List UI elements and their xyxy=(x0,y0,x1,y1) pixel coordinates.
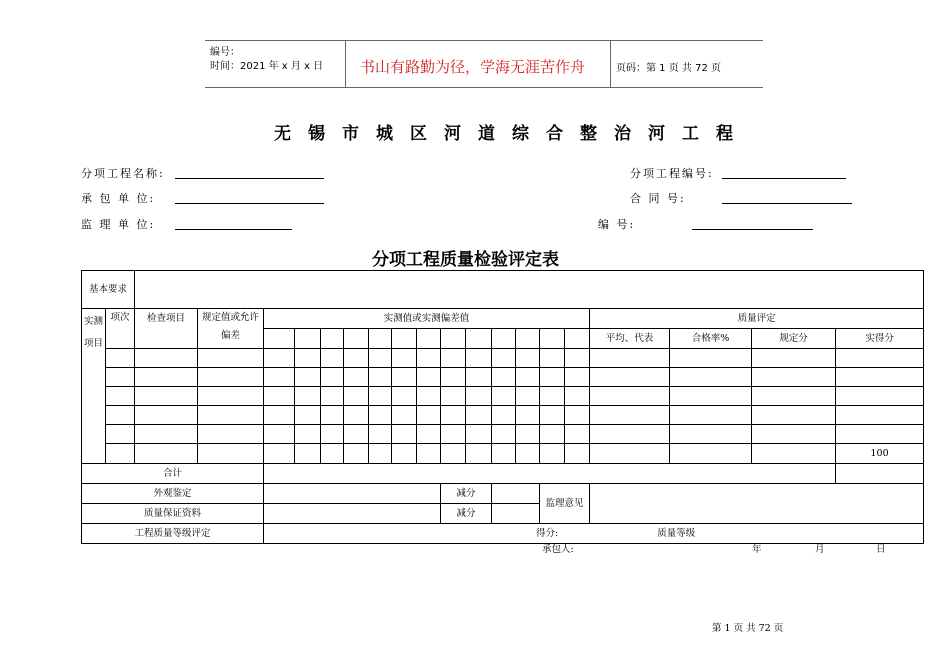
header-divider-left xyxy=(345,40,346,87)
footer-page-number: 第 1 页 共 72 页 xyxy=(712,623,784,634)
deduct1-value xyxy=(492,484,540,504)
measure-cell xyxy=(516,329,540,349)
grade-eval-content xyxy=(264,524,924,544)
measured-items-label: 实测项目 xyxy=(82,309,106,464)
row-basic-requirements xyxy=(82,271,924,309)
measure-cell xyxy=(344,329,369,349)
measure-cell xyxy=(321,329,344,349)
deduct2-value xyxy=(492,504,540,524)
score-label: 得分: xyxy=(536,528,559,539)
sign-year: 年 xyxy=(752,544,762,555)
field-sub-project-no-line xyxy=(722,178,846,179)
form-title: 分项工程质量检验评定表 xyxy=(372,250,559,270)
page-title: 无锡市城区河道综合整治河工程 xyxy=(274,124,750,144)
row-total xyxy=(82,464,924,484)
total-actual-score xyxy=(836,464,924,484)
header-number: 编号： xyxy=(210,47,240,58)
basic-req-content xyxy=(135,271,924,309)
spec-score-total: 100 xyxy=(836,444,924,464)
check-item-label: 检查项目 xyxy=(135,309,198,349)
basic-req-label: 基本要求 xyxy=(82,271,135,309)
table-row xyxy=(82,387,924,406)
field-code-line xyxy=(692,229,813,230)
quality-docs-label: 质量保证资料 xyxy=(82,504,264,524)
measure-cell xyxy=(392,329,417,349)
field-contractor-line xyxy=(175,203,324,204)
field-contract-no: 合 同 号: xyxy=(630,192,686,205)
deduct2-label: 减分 xyxy=(441,504,492,524)
quality-eval-label: 质量评定 xyxy=(590,309,924,329)
field-contractor: 承 包 单 位: xyxy=(81,192,156,205)
header-top-rule xyxy=(205,40,763,41)
field-code: 编 号: xyxy=(598,218,636,231)
row-grade xyxy=(82,524,924,544)
sign-contractor: 承包人: xyxy=(542,544,574,555)
field-sub-project-name: 分项工程名称: xyxy=(81,167,165,180)
table-row xyxy=(82,425,924,444)
header-time: 时间：2021 年 x 月 x 日 xyxy=(210,61,324,72)
field-supervisor-line xyxy=(175,229,292,230)
deduct1-label: 减分 xyxy=(441,484,492,504)
header-bottom-rule xyxy=(205,87,763,88)
row-header-1 xyxy=(82,309,924,329)
quality-docs-content xyxy=(264,504,441,524)
evaluation-table xyxy=(81,270,924,544)
sign-month: 月 xyxy=(815,544,825,555)
spec-value-label: 规定值或允许偏差 xyxy=(198,309,264,349)
measure-cell xyxy=(417,329,441,349)
pass-rate-label: 合格率% xyxy=(670,329,752,349)
measure-cell xyxy=(295,329,321,349)
table-row xyxy=(82,368,924,387)
measure-cell xyxy=(565,329,590,349)
header-motto: 书山有路勤为径，学海无涯苦作舟 xyxy=(360,58,586,76)
field-sub-project-name-line xyxy=(175,178,324,179)
appearance-label: 外观鉴定 xyxy=(82,484,264,504)
actual-score-label: 实得分 xyxy=(836,329,924,349)
measure-cell xyxy=(540,329,565,349)
table-row xyxy=(82,349,924,368)
item-no-label: 项次 xyxy=(106,309,135,349)
measured-values-label: 实测值或实测偏差值 xyxy=(264,309,590,329)
header-divider-right xyxy=(610,40,611,87)
total-content xyxy=(264,464,836,484)
table-row xyxy=(82,444,924,464)
table-row xyxy=(82,406,924,425)
supervisor-opinion-content xyxy=(590,484,924,524)
field-sub-project-no: 分项工程编号: xyxy=(630,167,714,180)
avg-label: 平均、代表 xyxy=(590,329,670,349)
field-contract-no-line xyxy=(722,203,852,204)
measure-cell xyxy=(466,329,492,349)
spec-score-label: 规定分 xyxy=(752,329,836,349)
grade-label: 质量等级 xyxy=(657,528,696,539)
row-appearance xyxy=(82,484,924,504)
grade-eval-label: 工程质量等级评定 xyxy=(82,524,264,544)
measure-cell xyxy=(264,329,295,349)
measure-cell xyxy=(441,329,466,349)
appearance-content xyxy=(264,484,441,504)
measure-cell xyxy=(369,329,392,349)
total-label: 合计 xyxy=(82,464,264,484)
measure-cell xyxy=(492,329,516,349)
field-supervisor: 监 理 单 位: xyxy=(81,218,156,231)
supervisor-opinion-label: 监理意见 xyxy=(540,484,590,524)
header-page: 页码：第 1 页 共 72 页 xyxy=(616,63,721,74)
sign-day: 日 xyxy=(876,544,886,555)
